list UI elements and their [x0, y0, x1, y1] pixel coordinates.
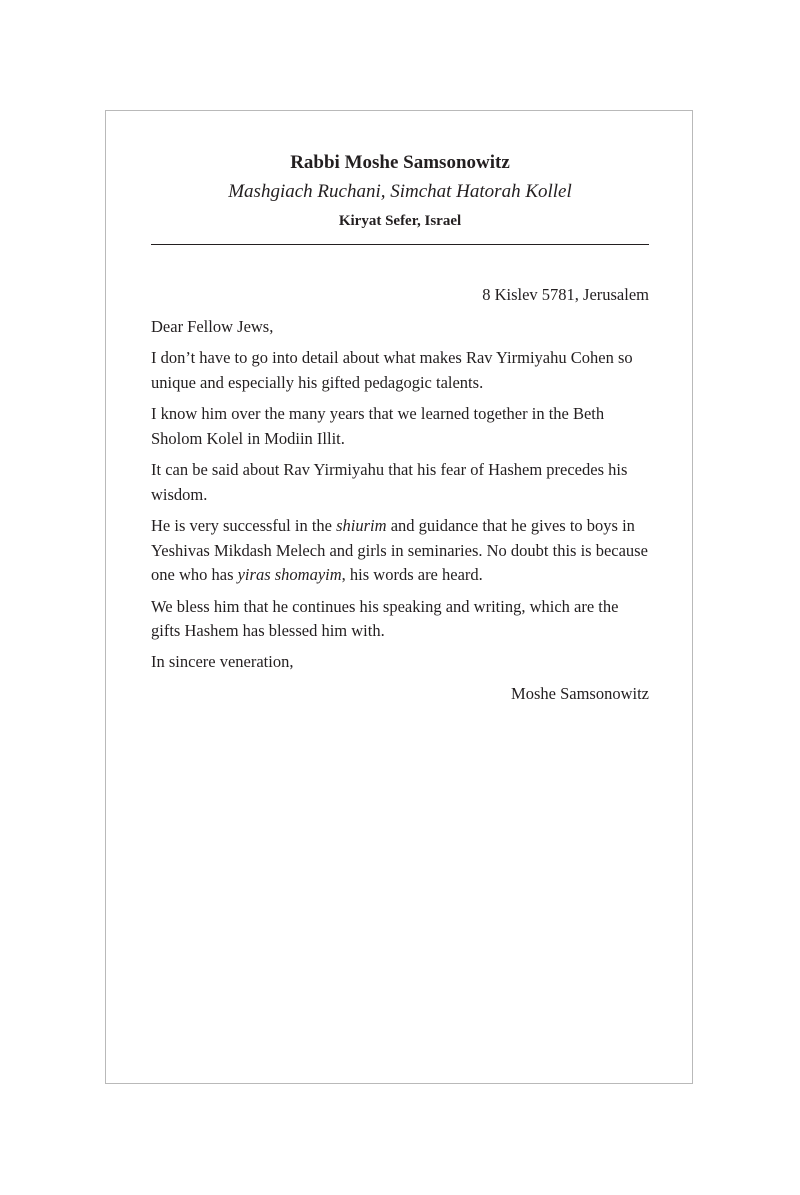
salutation: Dear Fellow Jews,	[151, 317, 274, 336]
paragraph-4-text: , his words are heard.	[341, 565, 483, 584]
paragraph-3: It can be said about Rav Yirmiyahu that his fear of Hashem precedes his wisdom.	[151, 460, 628, 504]
letterhead-divider	[151, 244, 649, 245]
signature: Moshe Samsonowitz	[511, 683, 649, 703]
letter	[151, 150, 649, 706]
paragraph-4	[151, 514, 649, 588]
author-name: Rabbi Moshe Samsonowitz	[290, 152, 510, 173]
author-location: Kiryat Sefer, Israel	[338, 213, 462, 229]
paragraph-2: I know him over the many years that we learned together in the Beth Sholom Kolel in Modiin Illit.	[151, 404, 605, 448]
letter-date: 8 Kislev 5781, Jerusalem	[482, 285, 649, 304]
author-position: Mashgiach Ruchani, Simchat Hatorah Kollel	[228, 181, 572, 202]
paragraph-5: We bless him that he continues his speaking and writing, which are the gifts Hashem has blessed him with.	[151, 596, 619, 640]
closing: In sincere veneration,	[151, 651, 294, 671]
paragraph-4-text: He is very successful in the	[151, 516, 337, 535]
term-shiurim: shiurim	[336, 516, 387, 535]
paragraph-4-text: and guidance that he gives to boys in Yeshivas Mikdash Melech and girls in seminaries. No doubt this is because one who has	[151, 516, 648, 584]
letterhead	[151, 150, 649, 245]
paragraph-1: I don’t have to go into detail about what makes Rav Yirmiyahu Cohen so unique and especially his gifted pedagogic talents.	[151, 348, 633, 392]
term-yiras-shomayim: yiras shomayim	[237, 565, 342, 584]
